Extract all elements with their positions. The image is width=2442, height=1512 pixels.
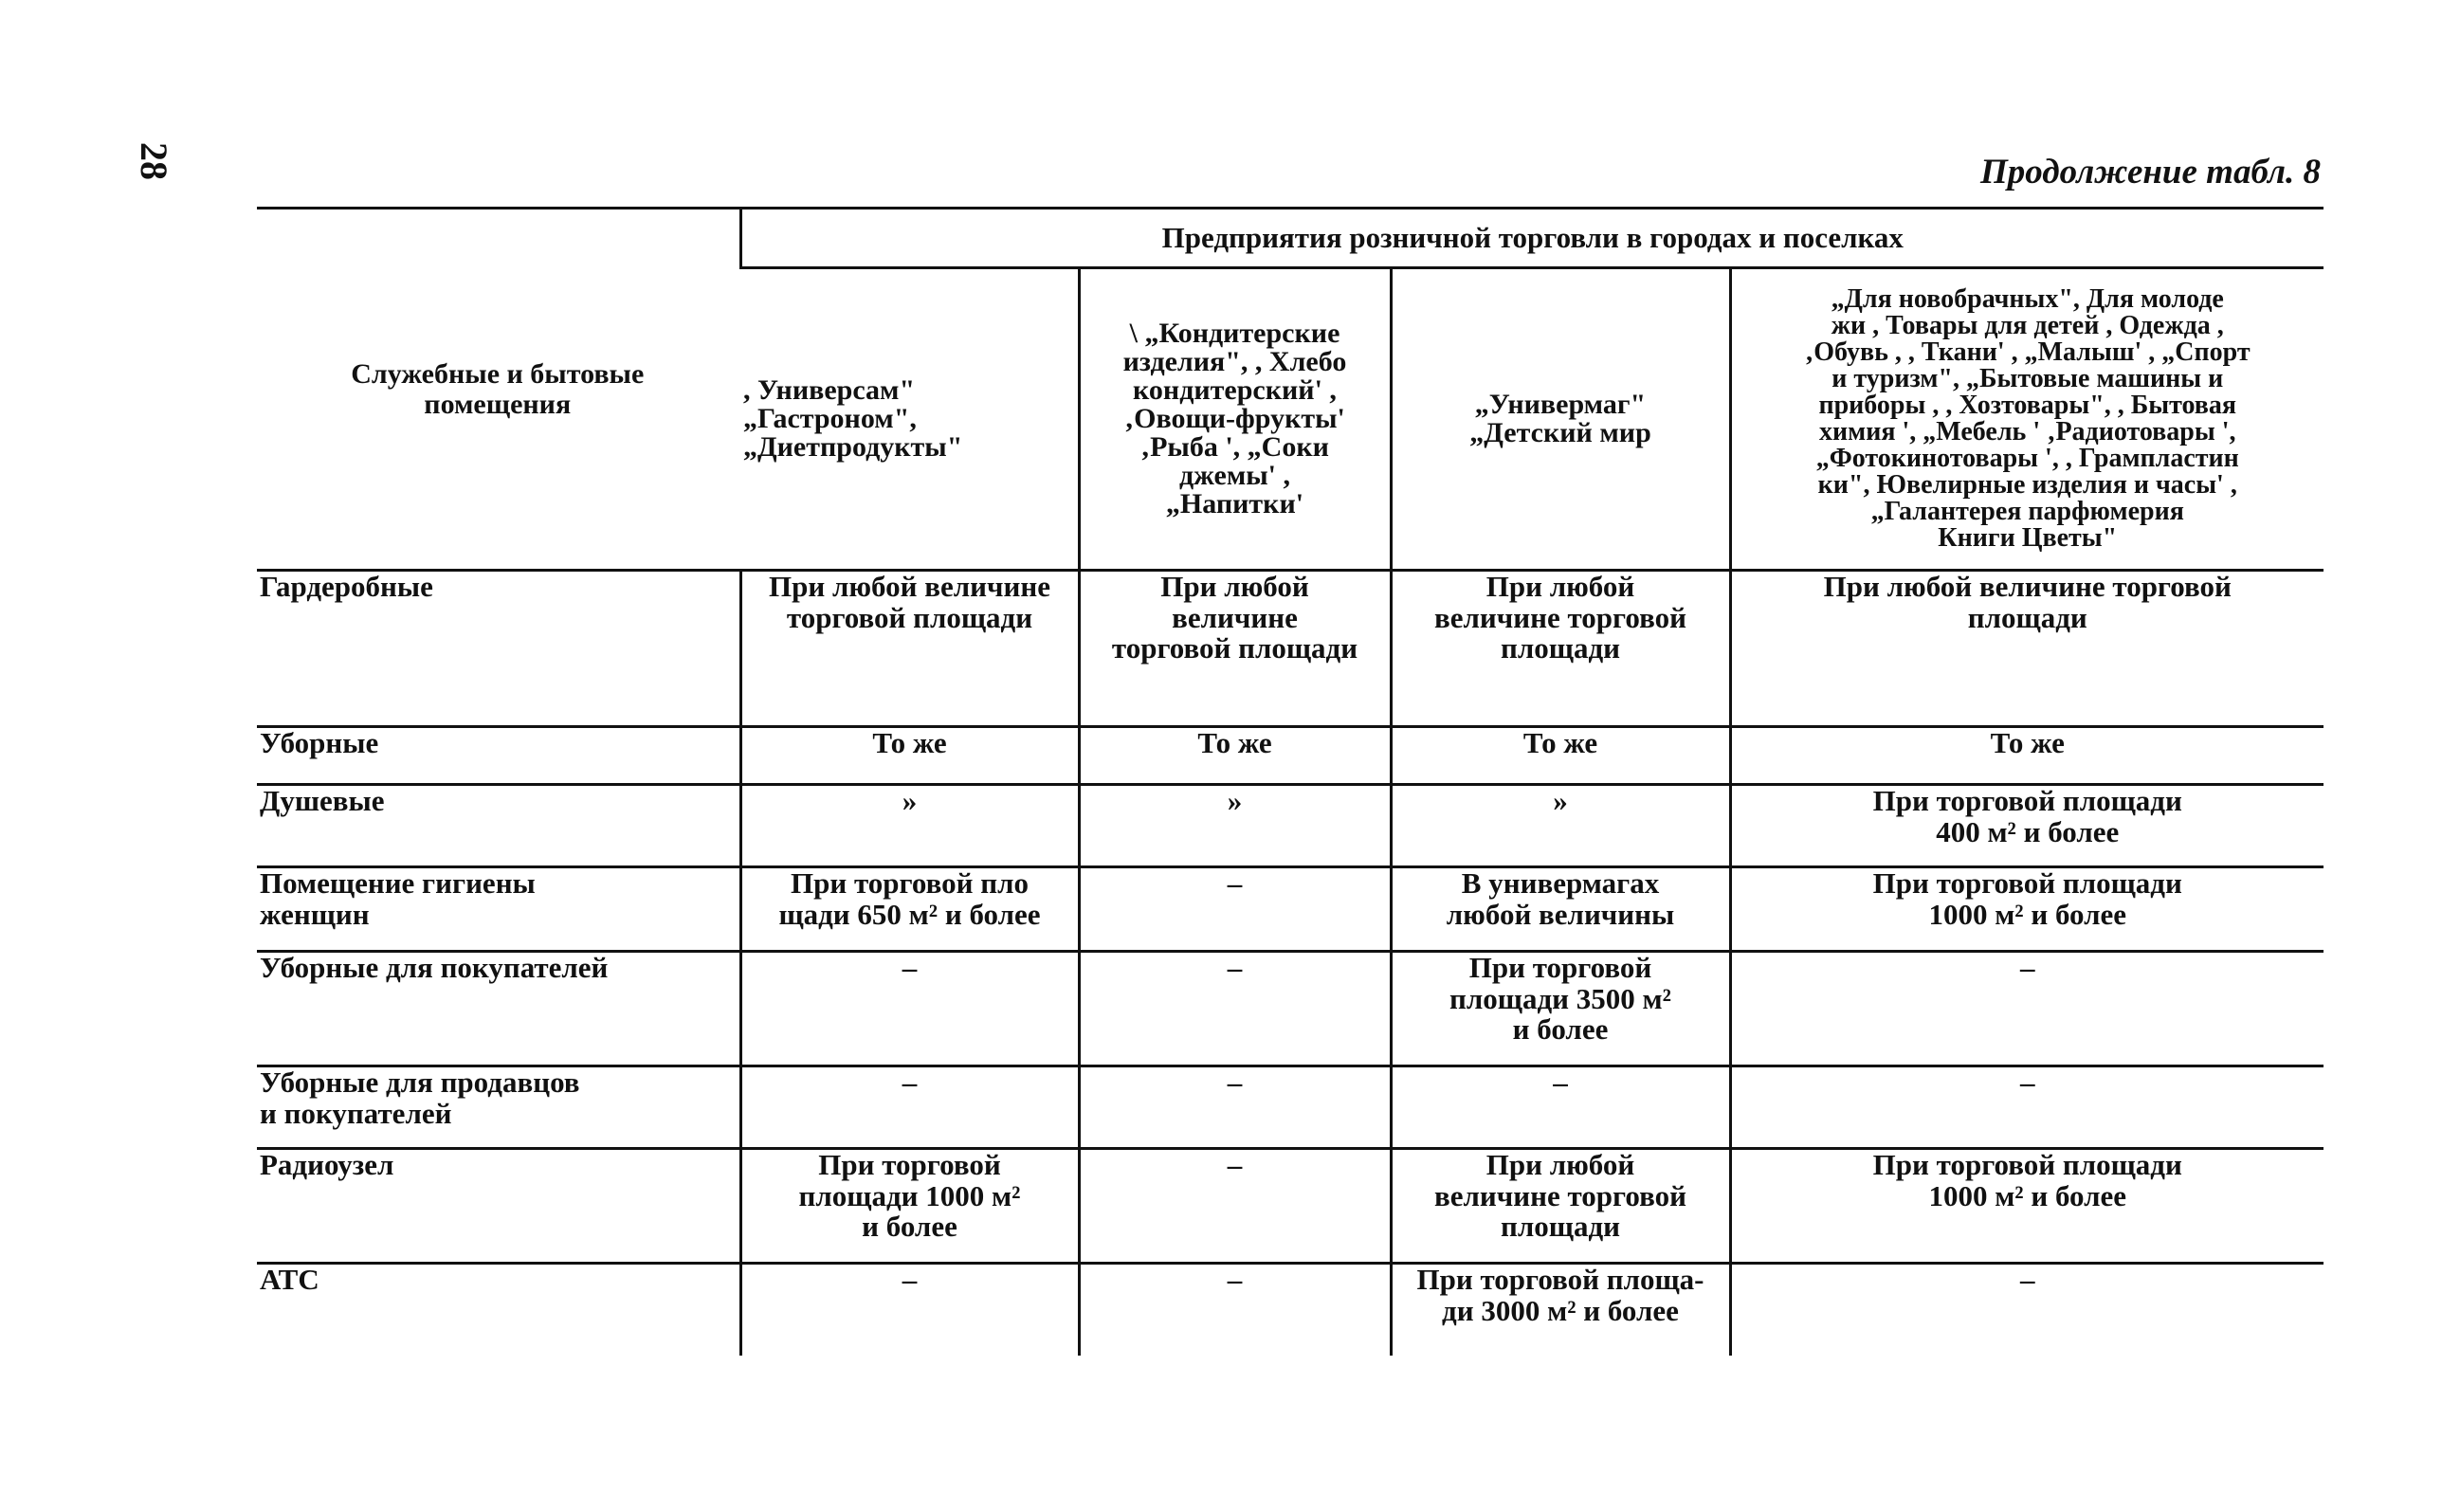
column-header-4: „Для новобрачных", Для молоде жи , Товары для детей , Одежда , ‚Обувь , , Ткани' , „Малыш' , „Спорт и туризм", „Бытовые машины и приборы , , Хозтовары", , Бытовая химия ', „Мебель ' ‚Радиотовары ', „Фотокинотовары ', , Грампластин ки", Ювелирные изделия и часы' , „Галантерея парфюмерия Книги Цветы": [1730, 268, 2324, 571]
table-row: [257, 727, 2324, 785]
table-cell: »: [740, 785, 1079, 867]
table-cell: То же: [1391, 727, 1730, 785]
table-cell: При торговой площа- ди 3000 м² и более: [1391, 1264, 1730, 1357]
group-header: Предприятия розничной торговли в городах и поселках: [740, 209, 2324, 268]
table-cell: –: [1391, 1066, 1730, 1149]
premises-table: [257, 207, 2324, 1356]
table-cell: То же: [1730, 727, 2324, 785]
column-header-2: \ „Кондитерские изделия", , Хлебо кондитерский' , ‚Овощи-фрукты' ‚Рыба ', „Соки джемы' , „Напитки': [1079, 268, 1391, 571]
table-cell: При любой величине торговой площади: [740, 571, 1079, 727]
table-cell: –: [740, 1264, 1079, 1357]
table-cell: В универмагах любой величины: [1391, 867, 1730, 952]
row-label: Уборные для продавцов и покупателей: [260, 1066, 580, 1130]
table-cell: При торговой площади 1000 м² и более: [740, 1149, 1079, 1264]
table-cell: При торговой пло щади 650 м² и более: [740, 867, 1079, 952]
table-cell: При торговой площади 400 м² и более: [1730, 785, 2324, 867]
table-cell: –: [1079, 1066, 1391, 1149]
row-label: Уборные для покупателей: [260, 951, 609, 984]
row-label: Помещение гигиены женщин: [260, 866, 536, 931]
table-cell: –: [740, 1066, 1079, 1149]
row-header-label: Служебные и бытовые помещения: [351, 358, 645, 420]
table-cell: При любой величине торговой площади: [1079, 571, 1391, 727]
page-number: 28: [133, 142, 175, 180]
row-label: Душевые: [260, 784, 385, 817]
table-cell: При торговой площади 3500 м² и более: [1391, 952, 1730, 1066]
table-row: [257, 1149, 2324, 1264]
table-cell: При торговой площади 1000 м² и более: [1730, 867, 2324, 952]
table-cell: –: [1079, 1264, 1391, 1357]
table-cell: При любой величине торговой площади: [1391, 571, 1730, 727]
table-cell: При торговой площади 1000 м² и более: [1730, 1149, 2324, 1264]
row-label: Радиоузел: [260, 1148, 394, 1181]
table-cell: –: [1730, 1066, 2324, 1149]
column-header-3: „Универмаг" „Детский мир: [1391, 268, 1730, 571]
table-row: [257, 1066, 2324, 1149]
row-label: Гардеробные: [260, 570, 433, 603]
table-cell: –: [1079, 1149, 1391, 1264]
table-cell: »: [1391, 785, 1730, 867]
table-cell: При любой величине торговой площади: [1730, 571, 2324, 727]
table-cell: То же: [1079, 727, 1391, 785]
row-label: Уборные: [260, 726, 379, 759]
row-header-cell: [257, 209, 740, 571]
table-header-row-top: [257, 209, 2324, 268]
table-cell: –: [1079, 867, 1391, 952]
table-cell: –: [1079, 952, 1391, 1066]
table-row: [257, 785, 2324, 867]
table-row: [257, 571, 2324, 727]
table-cell: –: [1730, 952, 2324, 1066]
table-cell: То же: [740, 727, 1079, 785]
column-header-1: , Универсам" „Гастроном", „Диетпродукты": [743, 374, 963, 463]
table-row: [257, 1264, 2324, 1357]
table-row: [257, 867, 2324, 952]
continuation-label: Продолжение табл. 8: [1980, 153, 2321, 191]
table-cell: При любой величине торговой площади: [1391, 1149, 1730, 1264]
table-cell: »: [1079, 785, 1391, 867]
table-cell: –: [1730, 1264, 2324, 1357]
table-cell: –: [740, 952, 1079, 1066]
table-row: [257, 952, 2324, 1066]
row-label: АТС: [260, 1263, 319, 1296]
